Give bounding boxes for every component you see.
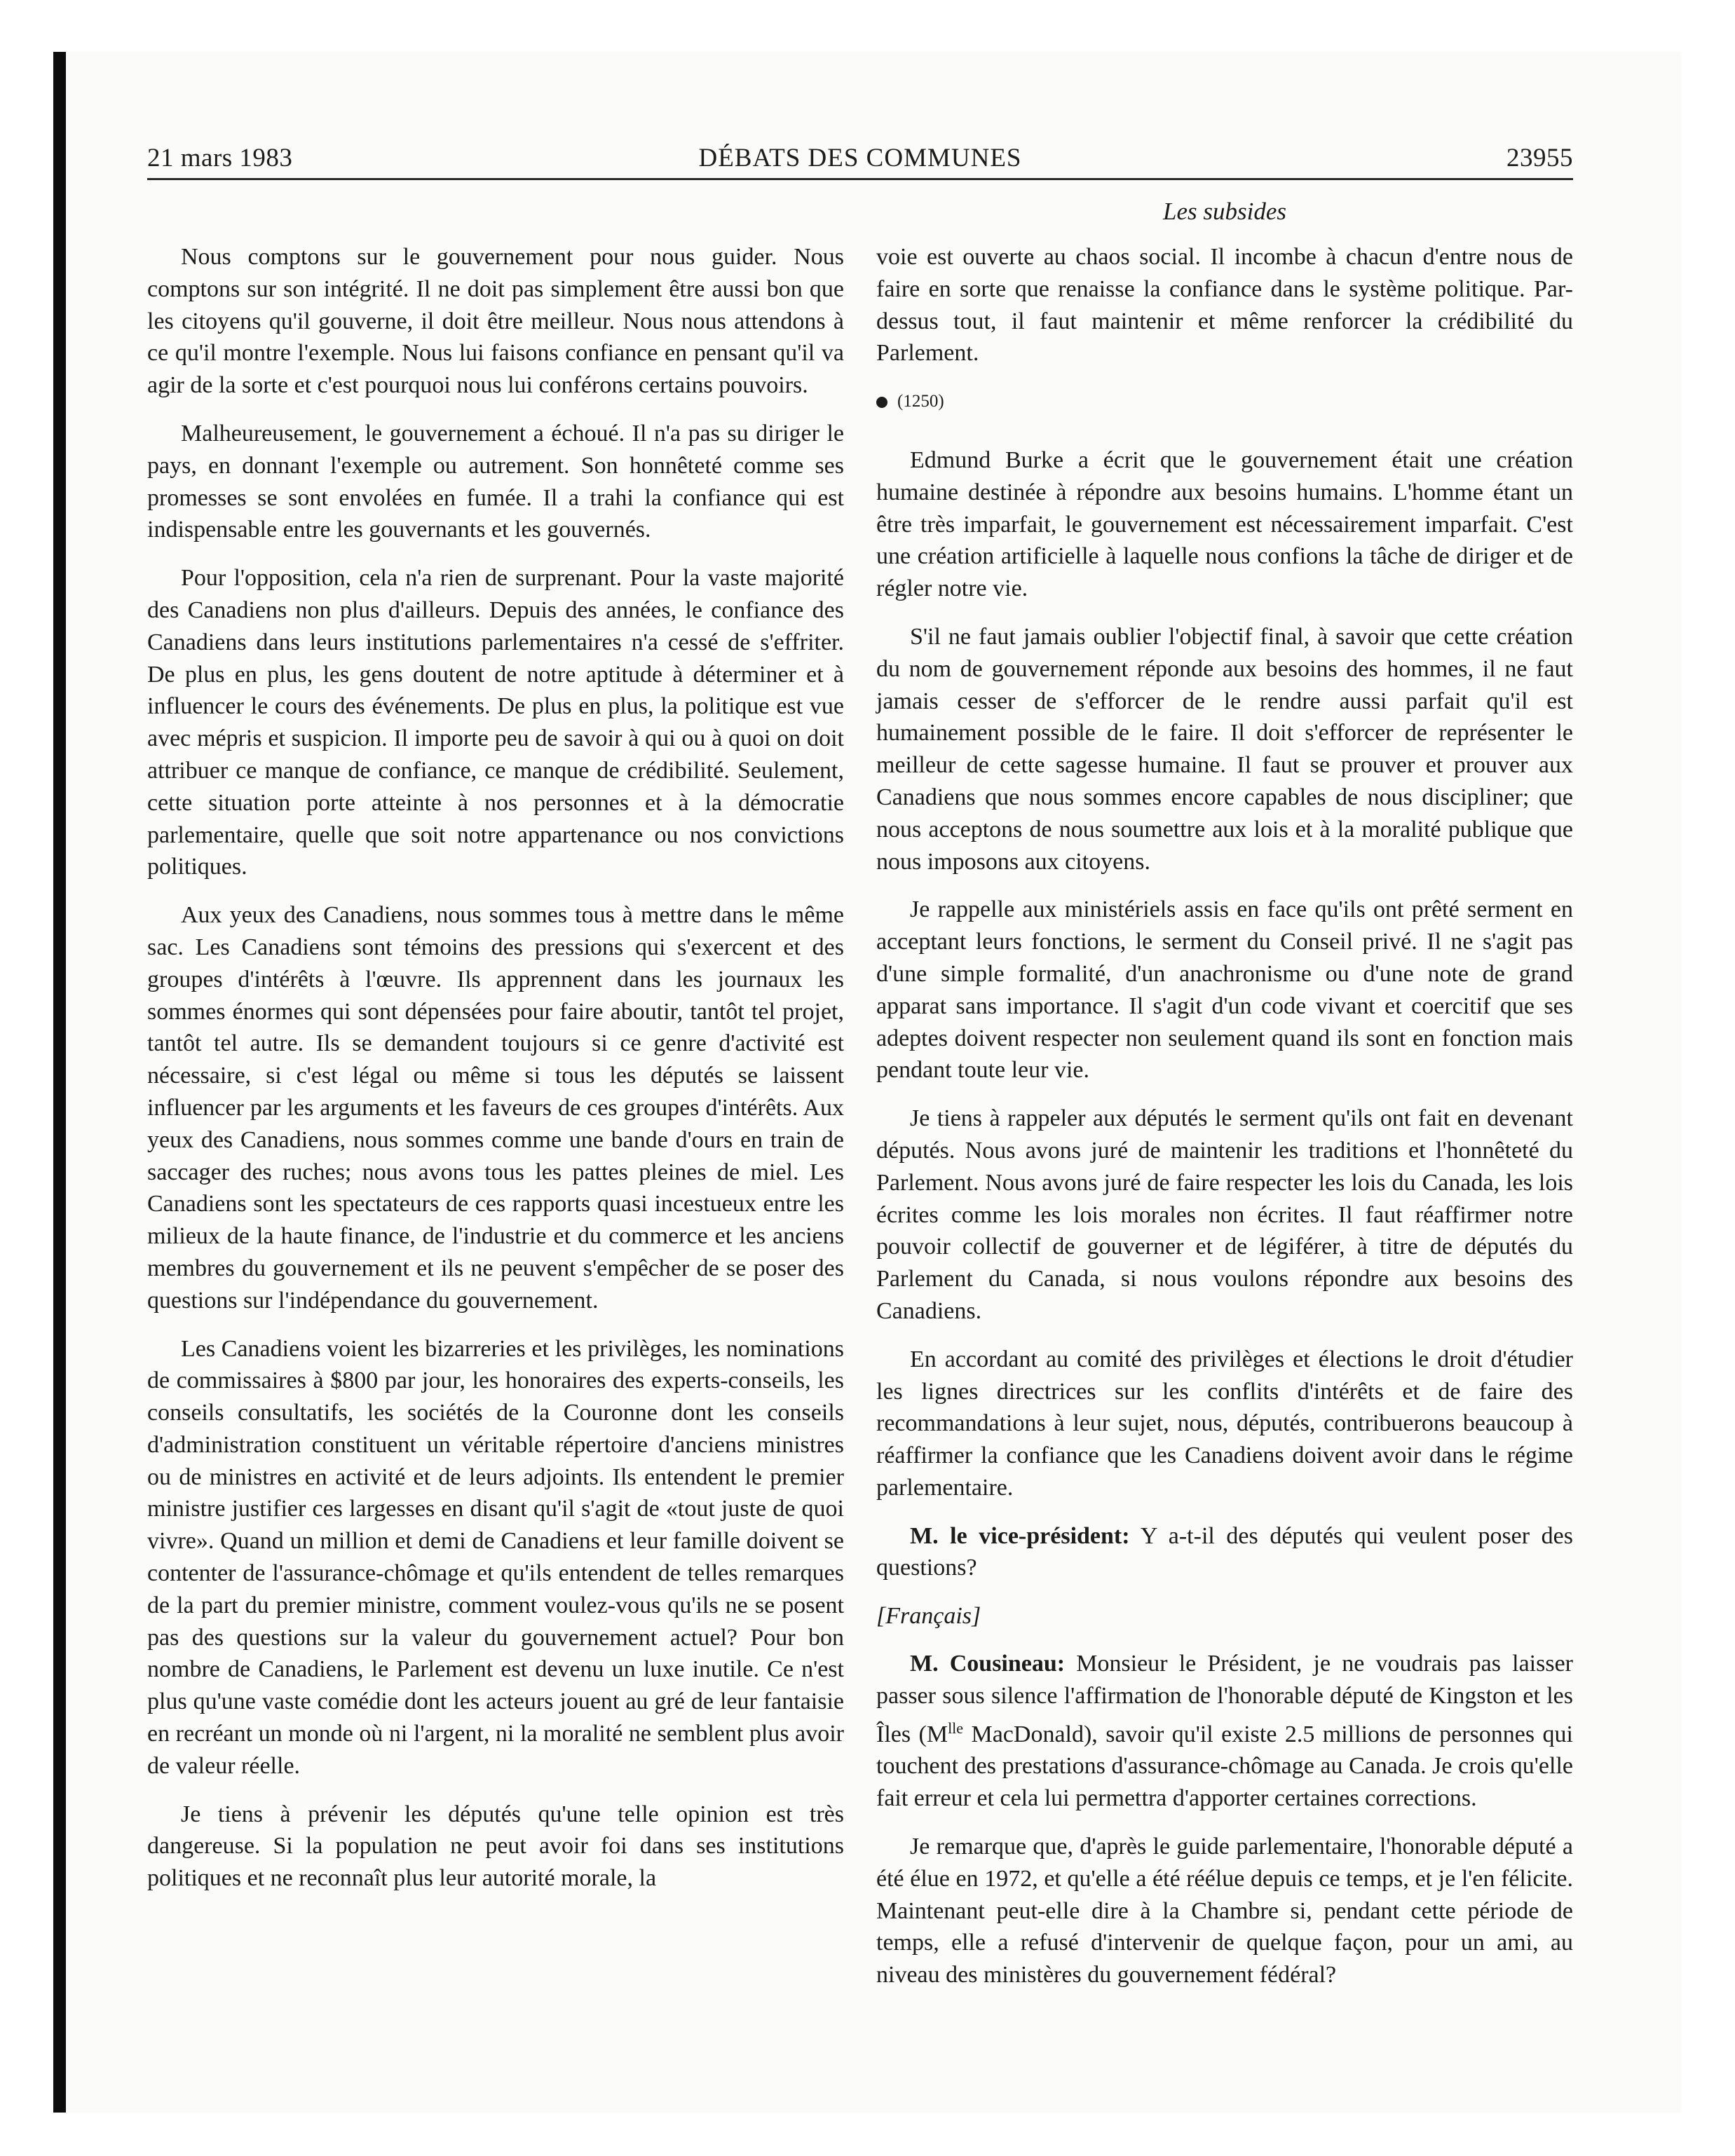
header-publication: DÉBATS DES COMMUNES [698,144,1022,172]
paragraph: Les Canadiens voient les bizarreries et les privilèges, les nominations de commissaires à $800 par jour, les honoraires des experts-conseils, les conseils consultatifs, les sociétés de la Couronne dont les conseils d'administration constituent un véritable répertoire d'anciens ministres ou de ministres en activité et de leurs adjoints. Ils entendent le premier ministre justifier ces largesses en disant qu'il s'agit de «tout juste de quoi vivre». Quand un million et demi de Canadiens et leur famille doivent se contenter de l'assurance-chômage et qu'ils entendent de telles remarques de la part du premier ministre, comment voulez-vous qu'ils ne se posent pas des questions sur la valeur du gouvernement actuel? Pour bon nombre de Canadiens, le Parlement est devenu un luxe inutile. Ce n'est plus qu'une vaste comédie dont les acteurs jouent au gré de leur fantaisie en recréant un monde où ni l'argent, ni la moralité ne semblent plus avoir de valeur réelle. [147,1335,844,1779]
paragraph: Nous comptons sur le gouvernement pour nous guider. Nous comptons sur son intégrité. Il ne doit pas simplement être aussi bon que les citoyens qu'il gouverne, il doit être meilleur. Nous nous attendons à ce qu'il montre l'exemple. Nous lui faisons confiance en pensant qu'il va agir de la sorte et c'est pourquoi nous lui conférons certains pouvoirs. [147,244,844,399]
paragraph: S'il ne faut jamais oublier l'objectif final, à savoir que cette création du nom de gouvernement réponde aux besoins des hommes, il ne faut jamais cesser de s'efforcer de le rendre aussi parfait qu'il est humainement possible de le faire. Il doit s'efforcer de représenter le meilleur de cette sagesse humaine. Il faut se prouver et prouver aux Canadiens que nous sommes encore capables de nous discipliner; que nous acceptons de nous soumettre aux lois et à la moralité publique que nous imposons aux citoyens. [876,623,1573,875]
speaker-name: M. Cousineau: [910,1651,1066,1677]
speech-text-continued: MacDonald), savoir qu'il existe 2.5 millions de personnes qui touchent des prestations d'assurance-chômage au Canada. Je crois qu'elle fait erreur et cela lui permettra d'apporter certaines corrections. [876,1721,1573,1812]
paragraph: Malheureusement, le gouvernement a échoué. Il n'a pas su diriger le pays, en donnant l'exemple ou autrement. Son honnêteté comme ses promesses se sont envolées en fumée. Il a trahi la confiance qui est indispensable entre les gouvernants et les gouvernés. [147,420,844,543]
right-column [876,241,1573,2007]
language-tag: [Français] [876,1603,981,1630]
paragraph: Je remarque que, d'après le guide parlementaire, l'honorable député a été élue en 1972, et qu'elle a été réélue depuis ce temps, et je l'en félicite. Maintenant peut-elle dire à la Chambre si, pendant cette période de temps, elle a refusé d'intervenir de quelque façon, pour un ami, au niveau des ministères du gouvernement fédéral? [876,1834,1573,1988]
section-title: Les subsides [1163,198,1286,225]
paragraph: Edmund Burke a écrit que le gouvernement était une création humaine destinée à répondre aux besoins humains. L'homme étant un être très imparfait, le gouvernement est nécessairement imparfait. C'est une création artificielle à laquelle nous confions la tâche de diriger et de régler notre vie. [876,446,1573,602]
header-date: 21 mars 1983 [147,144,293,172]
time-marker-text: (1250) [897,392,944,411]
paragraph: Je rappelle aux ministériels assis en face qu'ils ont prêté serment en acceptant leurs fonctions, le serment du Conseil privé. Il ne s'agit pas d'une simple formalité, d'un anachronisme ou d'une note de grand apparat sans importance. Il s'agit d'un code vivant et coercitif que ses adeptes doivent respecter non seulement quand ils sont en fonction mais pendant toute leur vie. [876,896,1573,1084]
paragraph: En accordant au comité des privilèges et élections le droit d'étudier les lignes directrices sur les conflits d'intérêts et de faire des recommandations à leur sujet, nous, députés, contribuerons beaucoup à réaffirmer la confiance que les Canadiens doivent avoir dans le régime parlementaire. [876,1346,1573,1501]
speech-cousineau [876,1648,1573,1815]
speech-text: Monsieur le Président, je ne voudrais pas laisser passer sous silence l'affirmation de l'honorable député de Kingston et les Îles (M [876,1651,1574,1747]
speech-vice-president [876,1520,1573,1585]
paragraph: Aux yeux des Canadiens, nous sommes tous à mettre dans le même sac. Les Canadiens sont témoins des pressions qui s'exercent et des groupes d'intérêts à l'œuvre. Ils apprennent dans les journaux les sommes énormes qui sont dépensées pour faire aboutir, tantôt tel projet, tantôt tel autre. Ils se demandent toujours si ce genre d'activité est nécessaire, si c'est légal ou même si tous les députés se laissent influencer par les arguments et les faveurs de ces groupes d'intérêts. Aux yeux des Canadiens, nous sommes comme une bande d'ours en train de saccager des ruches; nous avons tous les pattes pleines de miel. Les Canadiens sont les spectateurs de ces rapports quasi incestueux entre les milieux de la haute finance, de l'industrie et du commerce et les anciens membres du gouvernement et ils ne peuvent s'empêcher de se poser des questions sur l'indépendance du gouvernement. [147,902,844,1314]
scan-edge-bar [53,52,66,2113]
header-rule [147,178,1573,180]
page-header [147,143,1573,178]
bullet-icon [876,397,887,408]
time-marker [876,386,1573,418]
superscript-lle: lle [948,1719,964,1737]
paragraph: Je tiens à prévenir les députés qu'une telle opinion est très dangereuse. Si la population ne peut avoir foi dans ses institutions politiques et ne reconnaît plus leur autorité morale, la [147,1801,844,1892]
speech-text: Y a-t-il des députés qui veulent poser des questions? [876,1522,1574,1581]
continuation-paragraph: voie est ouverte au chaos social. Il incombe à chacun d'entre nous de faire en sorte que renaisse la confiance dans le système politique. Par-dessus tout, il faut maintenir et même renforcer la crédibilité du Parlement. [876,244,1573,367]
header-page-number: 23955 [1506,144,1573,172]
speaker-name: M. le vice-président: [910,1522,1130,1549]
paragraph: Je tiens à rappeler aux députés le serment qu'ils ont fait en devenant députés. Nous avons juré de maintenir les traditions et l'honnêteté du Parlement. Nous avons juré de faire respecter les lois du Canada, les lois écrites comme les lois morales non écrites. Il faut réaffirmer notre pouvoir collectif de gouverner et de légiférer, à titre de députés du Parlement du Canada, si nous voulons répondre aux besoins des Canadiens. [876,1105,1573,1324]
left-column [147,241,844,1911]
paragraph: Pour l'opposition, cela n'a rien de surprenant. Pour la vaste majorité des Canadiens non plus d'ailleurs. Depuis des années, le confiance des Canadiens dans leurs institutions parlementaires n'a cessé de s'effriter. De plus en plus, les gens doutent de notre aptitude à déterminer et à influencer le cours des événements. De plus en plus, la politique est vue avec mépris et suspicion. Il importe peu de savoir à qui ou à quoi on doit attribuer ce manque de confiance, ce manque de crédibilité. Seulement, cette situation porte atteinte à nos personnes et à la démocratie parlementaire, quelle que soit notre appartenance ou nos convictions politiques. [147,565,844,880]
